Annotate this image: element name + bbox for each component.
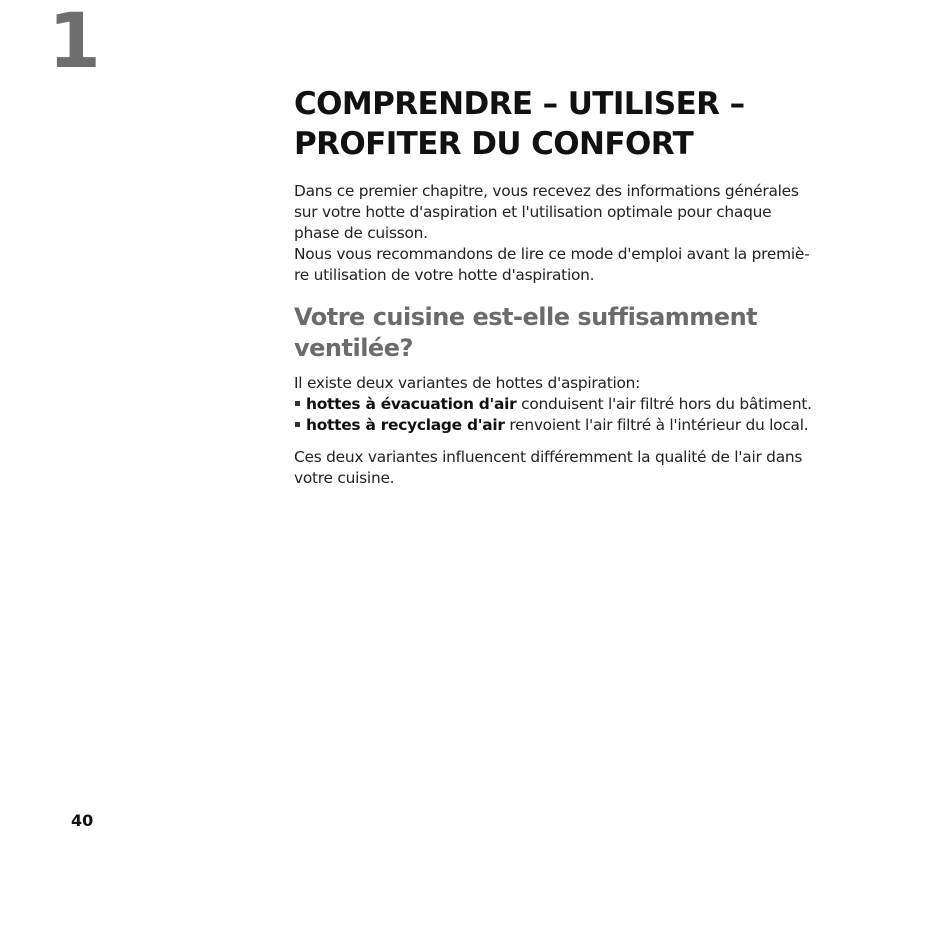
closing-line-1: Ces deux variantes influencent différemment la qualité de l'air dans xyxy=(294,448,803,466)
intro-line-3: phase de cuisson. xyxy=(294,224,428,242)
variants-list xyxy=(294,394,824,436)
square-bullet-icon xyxy=(295,401,300,406)
section-heading-line-2: ventilée? xyxy=(294,334,413,362)
section-heading-line-1: Votre cuisine est-elle suffisamment xyxy=(294,303,758,331)
intro-line-5: re utilisation de votre hotte d'aspiration. xyxy=(294,266,595,284)
intro-line-2: sur votre hotte d'aspiration et l'utilisation optimale pour chaque xyxy=(294,203,772,221)
variants-lead: Il existe deux variantes de hottes d'aspiration: xyxy=(294,374,641,392)
intro-paragraph xyxy=(294,181,824,286)
closing-line-2: votre cuisine. xyxy=(294,469,395,487)
square-bullet-icon xyxy=(295,422,300,427)
intro-line-1: Dans ce premier chapitre, vous recevez des informations générales xyxy=(294,182,799,200)
intro-line-4: Nous vous recommandons de lire ce mode d'emploi avant la premiè- xyxy=(294,245,810,263)
page-number: 40 xyxy=(71,811,94,830)
section-heading xyxy=(294,302,824,364)
page-title-line-1: COMPRENDRE – UTILISER – xyxy=(294,86,745,122)
page-title-line-2: PROFITER DU CONFORT xyxy=(294,126,694,162)
list-item xyxy=(294,415,824,436)
list-item-text: renvoient l'air filtré à l'intérieur du local. xyxy=(504,416,809,434)
closing-paragraph xyxy=(294,447,824,489)
list-item-term: hottes à recyclage d'air xyxy=(306,416,505,434)
page-content xyxy=(294,84,824,489)
list-item-text: conduisent l'air filtré hors du bâtiment. xyxy=(516,395,812,413)
chapter-number: 1 xyxy=(48,0,99,85)
page-title xyxy=(294,84,824,164)
variants-block xyxy=(294,373,824,436)
list-item xyxy=(294,394,824,415)
list-item-term: hottes à évacuation d'air xyxy=(306,395,517,413)
